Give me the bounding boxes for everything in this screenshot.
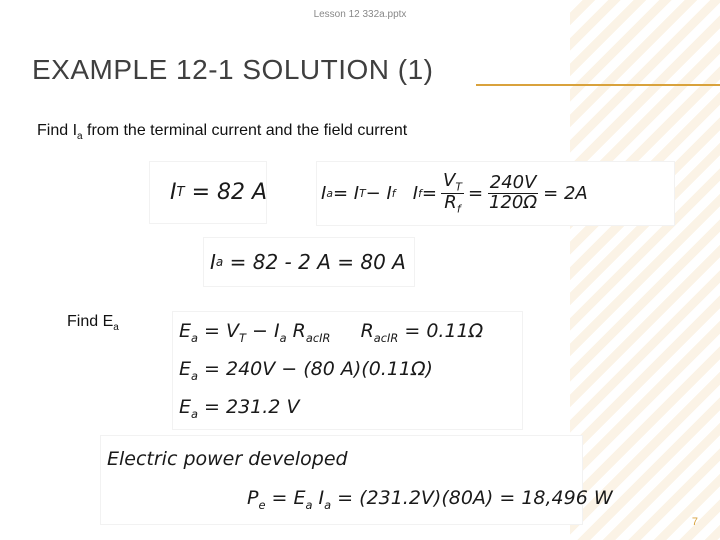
equation-armature-and-field-current: I a = I T − I f I f = $\frac{V_T}{R_f}$ = $\frac{240V}{120\Omega}$ = 2A (317, 162, 674, 225)
equation-ea-definition: $E_a = V_T - I_a$ $R_{acIR}$ $R_{acIR} = 0.11\Omega$ (179, 320, 484, 346)
equation-ea-substitution: $E_a = 240V - (80$ A)(0.11Ω) (179, 358, 433, 383)
equation-power-developed (101, 436, 613, 524)
equation-terminal-current: I T = 82 A (150, 162, 266, 223)
fraction-240-120: $\frac{240V}{120\Omega}$ (489, 172, 538, 213)
power-heading: Electric power developed (107, 448, 348, 471)
equation-ea-result: $E_a = 231.2$ V (179, 395, 300, 421)
slide-header: Lesson 12 332a.pptx (313, 9, 407, 20)
fraction-vt-rf: $\frac{V_T}{R_f}$ (443, 170, 462, 216)
power-formula: $P_e = E_a$ $I_a = (231.2V)(80A) = 18,496$ W (247, 486, 613, 512)
slide-title: EXAMPLE 12-1 SOLUTION (1) (32, 54, 434, 85)
equation-armature-current-value: I a = 82 - 2 A = 80 A (204, 238, 414, 286)
page-number: 7 (691, 516, 698, 528)
find-ia-text: Find $I_a$ from the terminal current and the field current (37, 122, 408, 143)
find-ea-text: Find $E_a$ (67, 313, 119, 334)
decorative-stripes (570, 0, 720, 540)
title-rule (476, 84, 720, 86)
equation-internal-voltage (173, 312, 522, 429)
